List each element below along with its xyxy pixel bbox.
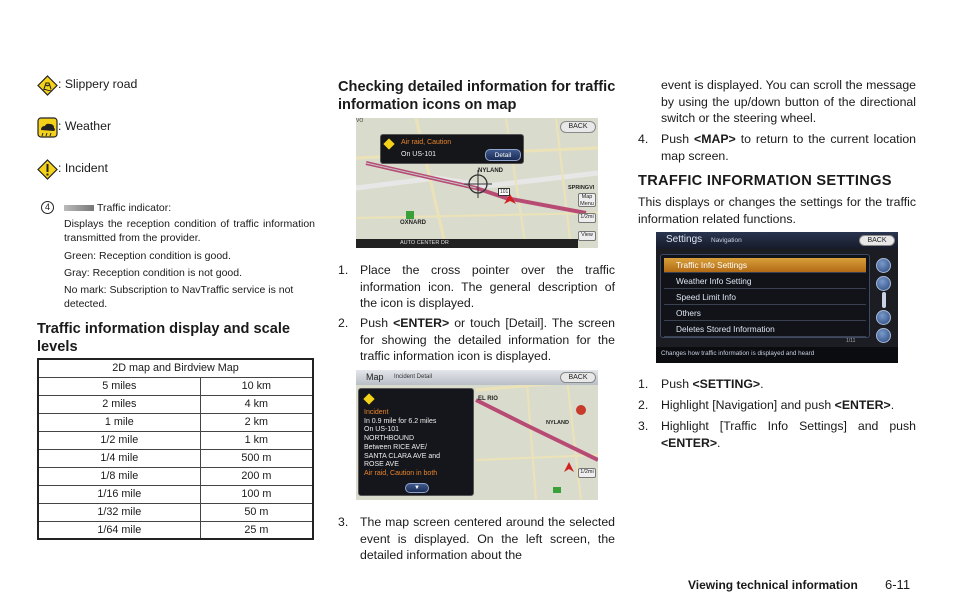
step-1-text: Place the cross pointer over the traffic information icon. The general description of the icon is displayed.	[360, 263, 615, 310]
table-row	[38, 467, 313, 485]
detail-line: NORTHBOUND	[364, 435, 415, 443]
enter-key: <ENTER>	[393, 316, 450, 330]
item-number-badge: 4	[41, 201, 54, 214]
step-4-pre: Push	[661, 132, 695, 146]
table-cell: 500 m	[200, 449, 313, 467]
footer-section-title: Viewing technical information	[688, 578, 858, 592]
incident-label: : Incident	[58, 161, 108, 175]
traffic-indicator-green: Green: Reception condition is good.	[64, 250, 231, 262]
step-2-post: or touch [Detail]. The screen for showing the detailed information for the traffic information icon is displayed.	[360, 316, 615, 363]
step-2-text	[360, 315, 615, 365]
slippery-road-label: : Slippery road	[58, 77, 138, 91]
table-cell: 1/32 mile	[38, 503, 200, 521]
setting-key: <SETTING>	[692, 377, 761, 391]
traffic-popup	[380, 134, 524, 164]
table-row	[38, 449, 313, 467]
table-cell: 1/64 mile	[38, 521, 200, 539]
settings-step-1-number: 1.	[638, 377, 649, 391]
scale-table-header: 2D map and Birdview Map	[38, 359, 313, 377]
settings-step-1-post: .	[760, 377, 764, 391]
status-bar: Changes how traffic information is displayed and heard	[656, 347, 898, 363]
table-cell: 1/8 mile	[38, 467, 200, 485]
table-row	[38, 377, 313, 395]
step-3-text: The map screen centered around the selected event is displayed. On the left screen, the detailed information about the	[360, 515, 615, 562]
settings-screen	[656, 232, 898, 363]
detail-button[interactable]: Detail	[485, 149, 521, 161]
incident-icon	[37, 159, 58, 180]
step-4-post: to return to the current location map screen.	[661, 132, 916, 163]
incident-detail-screen	[356, 370, 598, 500]
map-label-101: 101	[500, 189, 509, 195]
step-1-number: 1.	[338, 263, 349, 277]
slippery-road-icon	[37, 75, 58, 96]
table-row	[38, 395, 313, 413]
table-cell: 200 m	[200, 467, 313, 485]
map-label-springville: SPRINGVI	[568, 185, 595, 191]
scale-button[interactable]: 1/2mi	[578, 213, 596, 223]
table-cell: 25 m	[200, 521, 313, 539]
street-name-bar	[356, 239, 578, 248]
map-key: <MAP>	[694, 132, 736, 146]
page-up-button[interactable]	[876, 276, 891, 291]
map-screen-popup	[356, 118, 598, 248]
screen-title: Settings	[666, 234, 703, 245]
screen-subtitle: Incident Detail	[394, 374, 433, 380]
detail-line: Between RICE AVE/	[364, 443, 427, 451]
view-button[interactable]: View	[578, 231, 596, 241]
scale-table	[37, 358, 314, 540]
settings-step-1-pre: Push	[661, 377, 693, 391]
scroll-up-button[interactable]	[876, 258, 891, 273]
list-item-others[interactable]: Others	[664, 306, 866, 321]
popup-line-2: On US-101	[401, 151, 437, 158]
table-cell: 100 m	[200, 485, 313, 503]
table-cell: 50 m	[200, 503, 313, 521]
step-4-text	[661, 131, 916, 164]
map-label-el-rio: EL RIO	[478, 396, 498, 402]
step-2-pre: Push	[360, 316, 394, 330]
step-3-continuation: event is displayed. You can scroll the message by using the up/down button of the directional switch or the steering wheel.	[661, 78, 916, 125]
incident-icon	[363, 393, 374, 404]
settings-step-3-number: 3.	[638, 419, 649, 433]
back-button[interactable]	[560, 372, 596, 383]
scroll-down-button[interactable]	[876, 328, 891, 343]
map-label-oxnard: OXNARD	[400, 220, 427, 226]
table-cell: 2 km	[200, 413, 313, 431]
map-label-vo: VO	[356, 118, 364, 124]
weather-label: : Weather	[58, 119, 112, 133]
settings-step-3-post: .	[717, 435, 721, 450]
step-3-number: 3.	[338, 515, 349, 529]
detail-line: Incident	[364, 409, 389, 416]
enter-key: <ENTER>	[834, 398, 891, 412]
page-number: 6-11	[885, 577, 911, 592]
incident-detail-text	[364, 409, 440, 479]
settings-intro: This displays or changes the settings for the traffic information related functions.	[638, 195, 916, 226]
street-name: AUTO CENTER DR	[400, 240, 449, 246]
table-cell: 1 km	[200, 431, 313, 449]
traffic-indicator-description: Displays the reception condition of traffic information transmitted from the provider.	[64, 218, 315, 244]
step-4-number: 4.	[638, 132, 649, 146]
traffic-indicator-gray: Gray: Reception condition is not good.	[64, 267, 243, 279]
settings-step-3-text	[661, 418, 916, 451]
back-label: BACK	[568, 123, 588, 130]
traffic-indicator-no-mark: No mark: Subscription to NavTraffic service is not detected.	[64, 284, 294, 310]
list-item-deletes-stored-information[interactable]: Deletes Stored Information	[664, 322, 866, 337]
back-label: BACK	[568, 374, 588, 381]
page-indicator: 1/11	[846, 338, 856, 344]
table-row	[38, 521, 313, 539]
back-button[interactable]	[859, 235, 895, 246]
table-cell: 5 miles	[38, 377, 200, 395]
table-cell: 1/16 mile	[38, 485, 200, 503]
traffic-indicator-icon	[64, 205, 94, 211]
back-button[interactable]	[560, 121, 596, 133]
screen-subtitle: Navigation	[711, 237, 742, 244]
scale-button[interactable]: 1/2mi	[578, 468, 596, 478]
settings-step-3-pre: Highlight [Traffic Info Settings] and push	[661, 419, 916, 433]
list-item-weather-info-setting[interactable]: Weather Info Setting	[664, 274, 866, 289]
screen-title: Map	[366, 372, 384, 382]
table-row	[38, 431, 313, 449]
list-item-traffic-info-settings[interactable]: Traffic Info Settings	[664, 258, 866, 273]
table-cell: 10 km	[200, 377, 313, 395]
scale-section-heading: Traffic information display and scale levels	[37, 321, 291, 355]
enter-key: <ENTER>	[661, 435, 718, 450]
detail-line: Air raid, Caution in both	[364, 469, 438, 477]
settings-step-2-number: 2.	[638, 398, 649, 412]
detail-line: In 0.9 mile for 6.2 miles	[364, 417, 437, 425]
settings-step-2-pre: Highlight [Navigation] and push	[661, 398, 835, 412]
detail-line: On US-101	[364, 426, 400, 434]
table-cell: 2 miles	[38, 395, 200, 413]
incident-icon	[383, 138, 394, 149]
page-down-button[interactable]	[876, 310, 891, 325]
popup-line-1: Air raid, Caution	[401, 139, 452, 146]
scroll-down-button[interactable]: ▼	[405, 483, 429, 493]
map-label-nyland: NYLAND	[546, 420, 569, 426]
table-cell: 1/4 mile	[38, 449, 200, 467]
scrollbar[interactable]	[882, 292, 886, 308]
step-2-number: 2.	[338, 316, 349, 330]
table-row	[38, 485, 313, 503]
table-cell: 1/2 mile	[38, 431, 200, 449]
weather-icon	[37, 117, 58, 138]
table-row	[38, 503, 313, 521]
settings-step-2-text	[661, 397, 923, 414]
detail-line: ROSE AVE	[364, 461, 399, 469]
map-menu-button[interactable]: Map Menu	[578, 193, 596, 207]
incident-detail-panel	[358, 388, 474, 496]
checking-section-heading: Checking detailed information for traffic information icons on map	[338, 79, 616, 113]
list-item-speed-limit-info[interactable]: Speed Limit Info	[664, 290, 866, 305]
table-cell: 4 km	[200, 395, 313, 413]
map-label-nyland: NYLAND	[478, 168, 503, 174]
table-cell: 1 mile	[38, 413, 200, 431]
traffic-indicator-label: Traffic indicator:	[97, 202, 172, 214]
back-label: BACK	[867, 237, 887, 244]
detail-line: SANTA CLARA AVE and	[364, 452, 441, 460]
table-row	[38, 413, 313, 431]
settings-step-2-post: .	[890, 398, 895, 412]
settings-step-1-text	[661, 376, 916, 393]
settings-section-heading: TRAFFIC INFORMATION SETTINGS	[638, 173, 892, 189]
